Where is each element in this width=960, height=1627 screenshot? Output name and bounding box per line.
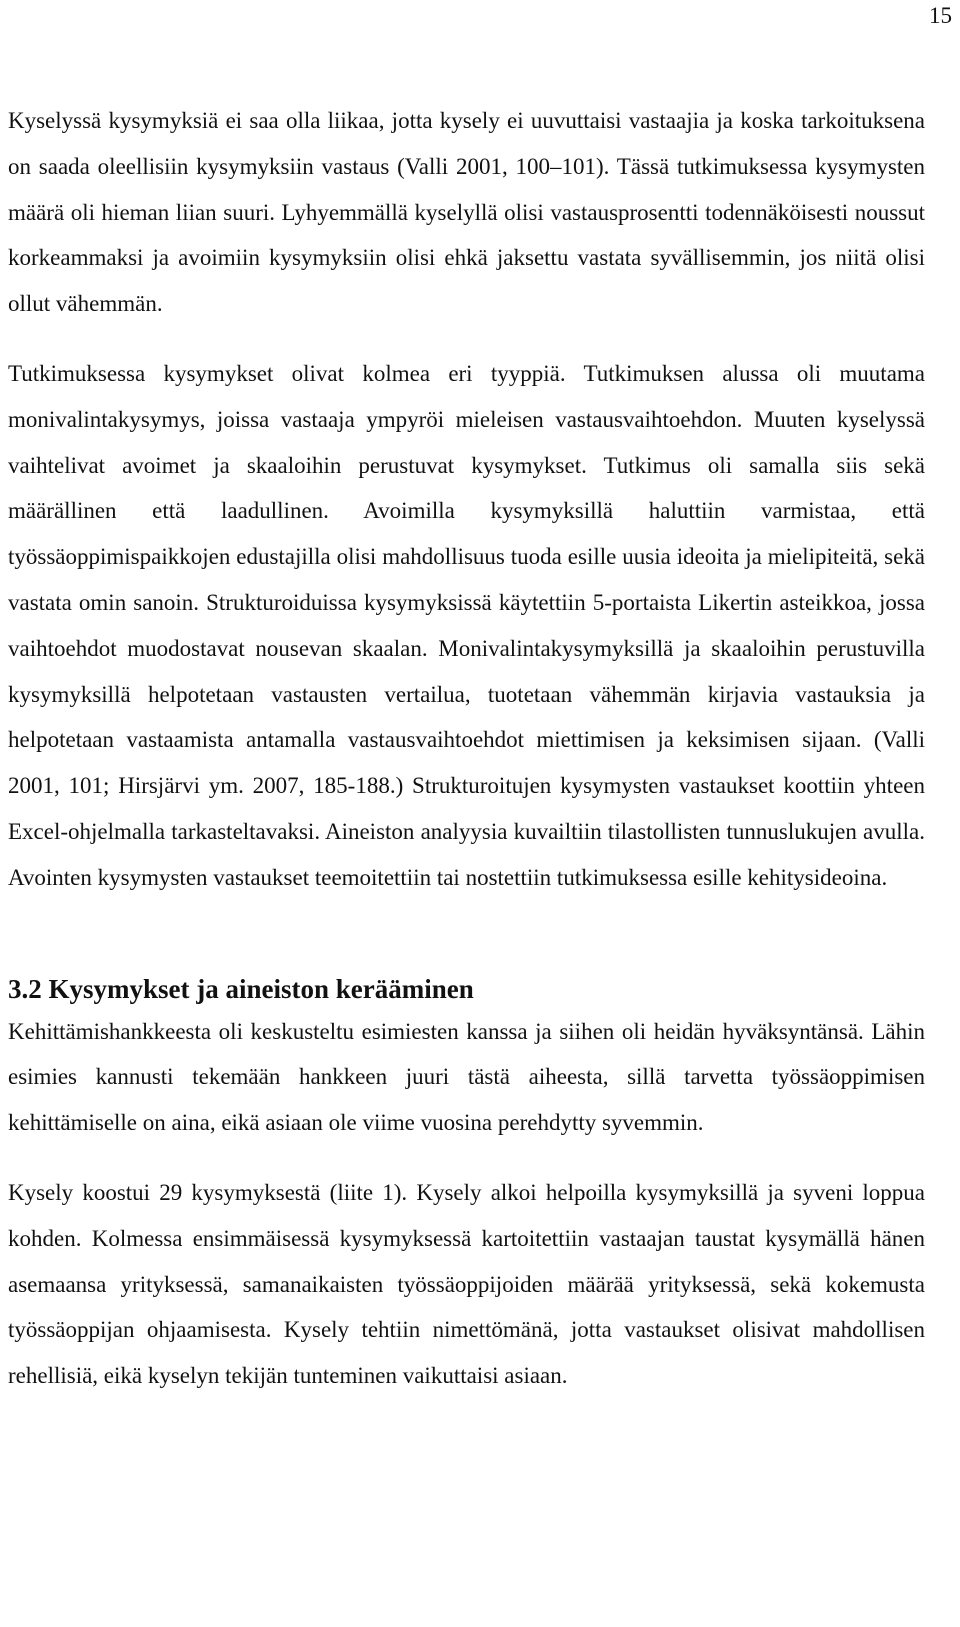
page-number: 15 bbox=[929, 3, 952, 28]
section-heading: 3.2 Kysymykset ja aineiston kerääminen bbox=[8, 973, 474, 1004]
page-content bbox=[8, 98, 925, 1399]
paragraph-question-count: Kyselyssä kysymyksiä ei saa olla liikaa, jotta kysely ei uuvuttaisi vastaajia ja koska tarkoituksena on saada oleellisiin kysymyksiin vastaus (Valli 2001, 100–101). Tässä tutkimuksessa kysymysten määrä oli hieman liian suuri. Lyhyemmällä kyselyllä olisi vastausprosentti todennäköisesti noussut korkeammaksi ja avoimiin kysymyksiin olisi ehkä jaksettu vastata syvällisemmin, jos niitä olisi ollut vähemmän. bbox=[8, 108, 925, 317]
paragraph-question-types: Tutkimuksessa kysymykset olivat kolmea eri tyyppiä. Tutkimuksen alussa oli muutama monivalintakysymys, joissa vastaaja ympyröi mieleisen vastausvaihtoehdon. Muuten kyselyssä vaihtelivat avoimet ja skaaloihin perustuvat kysymykset. Tutkimus oli samalla siis sekä määrällinen että laadullinen. Avoimilla kysymyksillä haluttiin varmistaa, että työssäoppimispaikkojen edustajilla olisi mahdollisuus tuoda esille uusia ideoita ja mielipiteitä, sekä vastata omin sanoin. Strukturoiduissa kysymyksissä käytettiin 5-portaista Likertin asteikkoa, jossa vaihtoehdot muodostavat nousevan skaalan. Monivalintakysymyksillä ja skaaloihin perustuvilla kysymyksillä helpotetaan vastausten vertailua, tuotetaan vähemmän kirjavia vastauksia ja helpotetaan vastaamista antamalla vastausvaihtoehdot miettimisen ja keksimisen sijaan. (Valli 2001, 101; Hirsjärvi ym. 2007, 185-188.) Strukturoitujen kysymysten vastaukset koottiin yhteen Excel-ohjelmalla tarkasteltavaksi. Aineiston analyysia kuvailtiin tilastollisten tunnuslukujen avulla. Avointen kysymysten vastaukset teemoitettiin tai nostettiin tutkimuksessa esille kehitysideoina. bbox=[8, 360, 925, 890]
paragraph-approval: Kehittämishankkeesta oli keskusteltu esimiesten kanssa ja siihen oli heidän hyväksyntänsä. Lähin esimies kannusti tekemään hankkeen juuri tästä aiheesta, sillä tarvetta työssäoppimisen kehittämiselle on aina, eikä asiaan ole viime vuosina perehdytty syvemmin. bbox=[8, 1018, 925, 1136]
paragraph-survey-structure: Kysely koostui 29 kysymyksestä (liite 1). Kysely alkoi helpoilla kysymyksillä ja syveni loppua kohden. Kolmessa ensimmäisessä kysymyksessä kartoitettiin vastaajan taustat kysymällä hänen asemaansa yrityksessä, samanaikaisten työssäoppijoiden määrää yrityksessä, sekä kokemusta työssäoppijan ohjaamisesta. Kysely tehtiin nimettömänä, jotta vastaukset olisivat mahdollisen rehellisiä, eikä kyselyn tekijän tunteminen vaikuttaisi asiaan. bbox=[8, 1179, 925, 1389]
